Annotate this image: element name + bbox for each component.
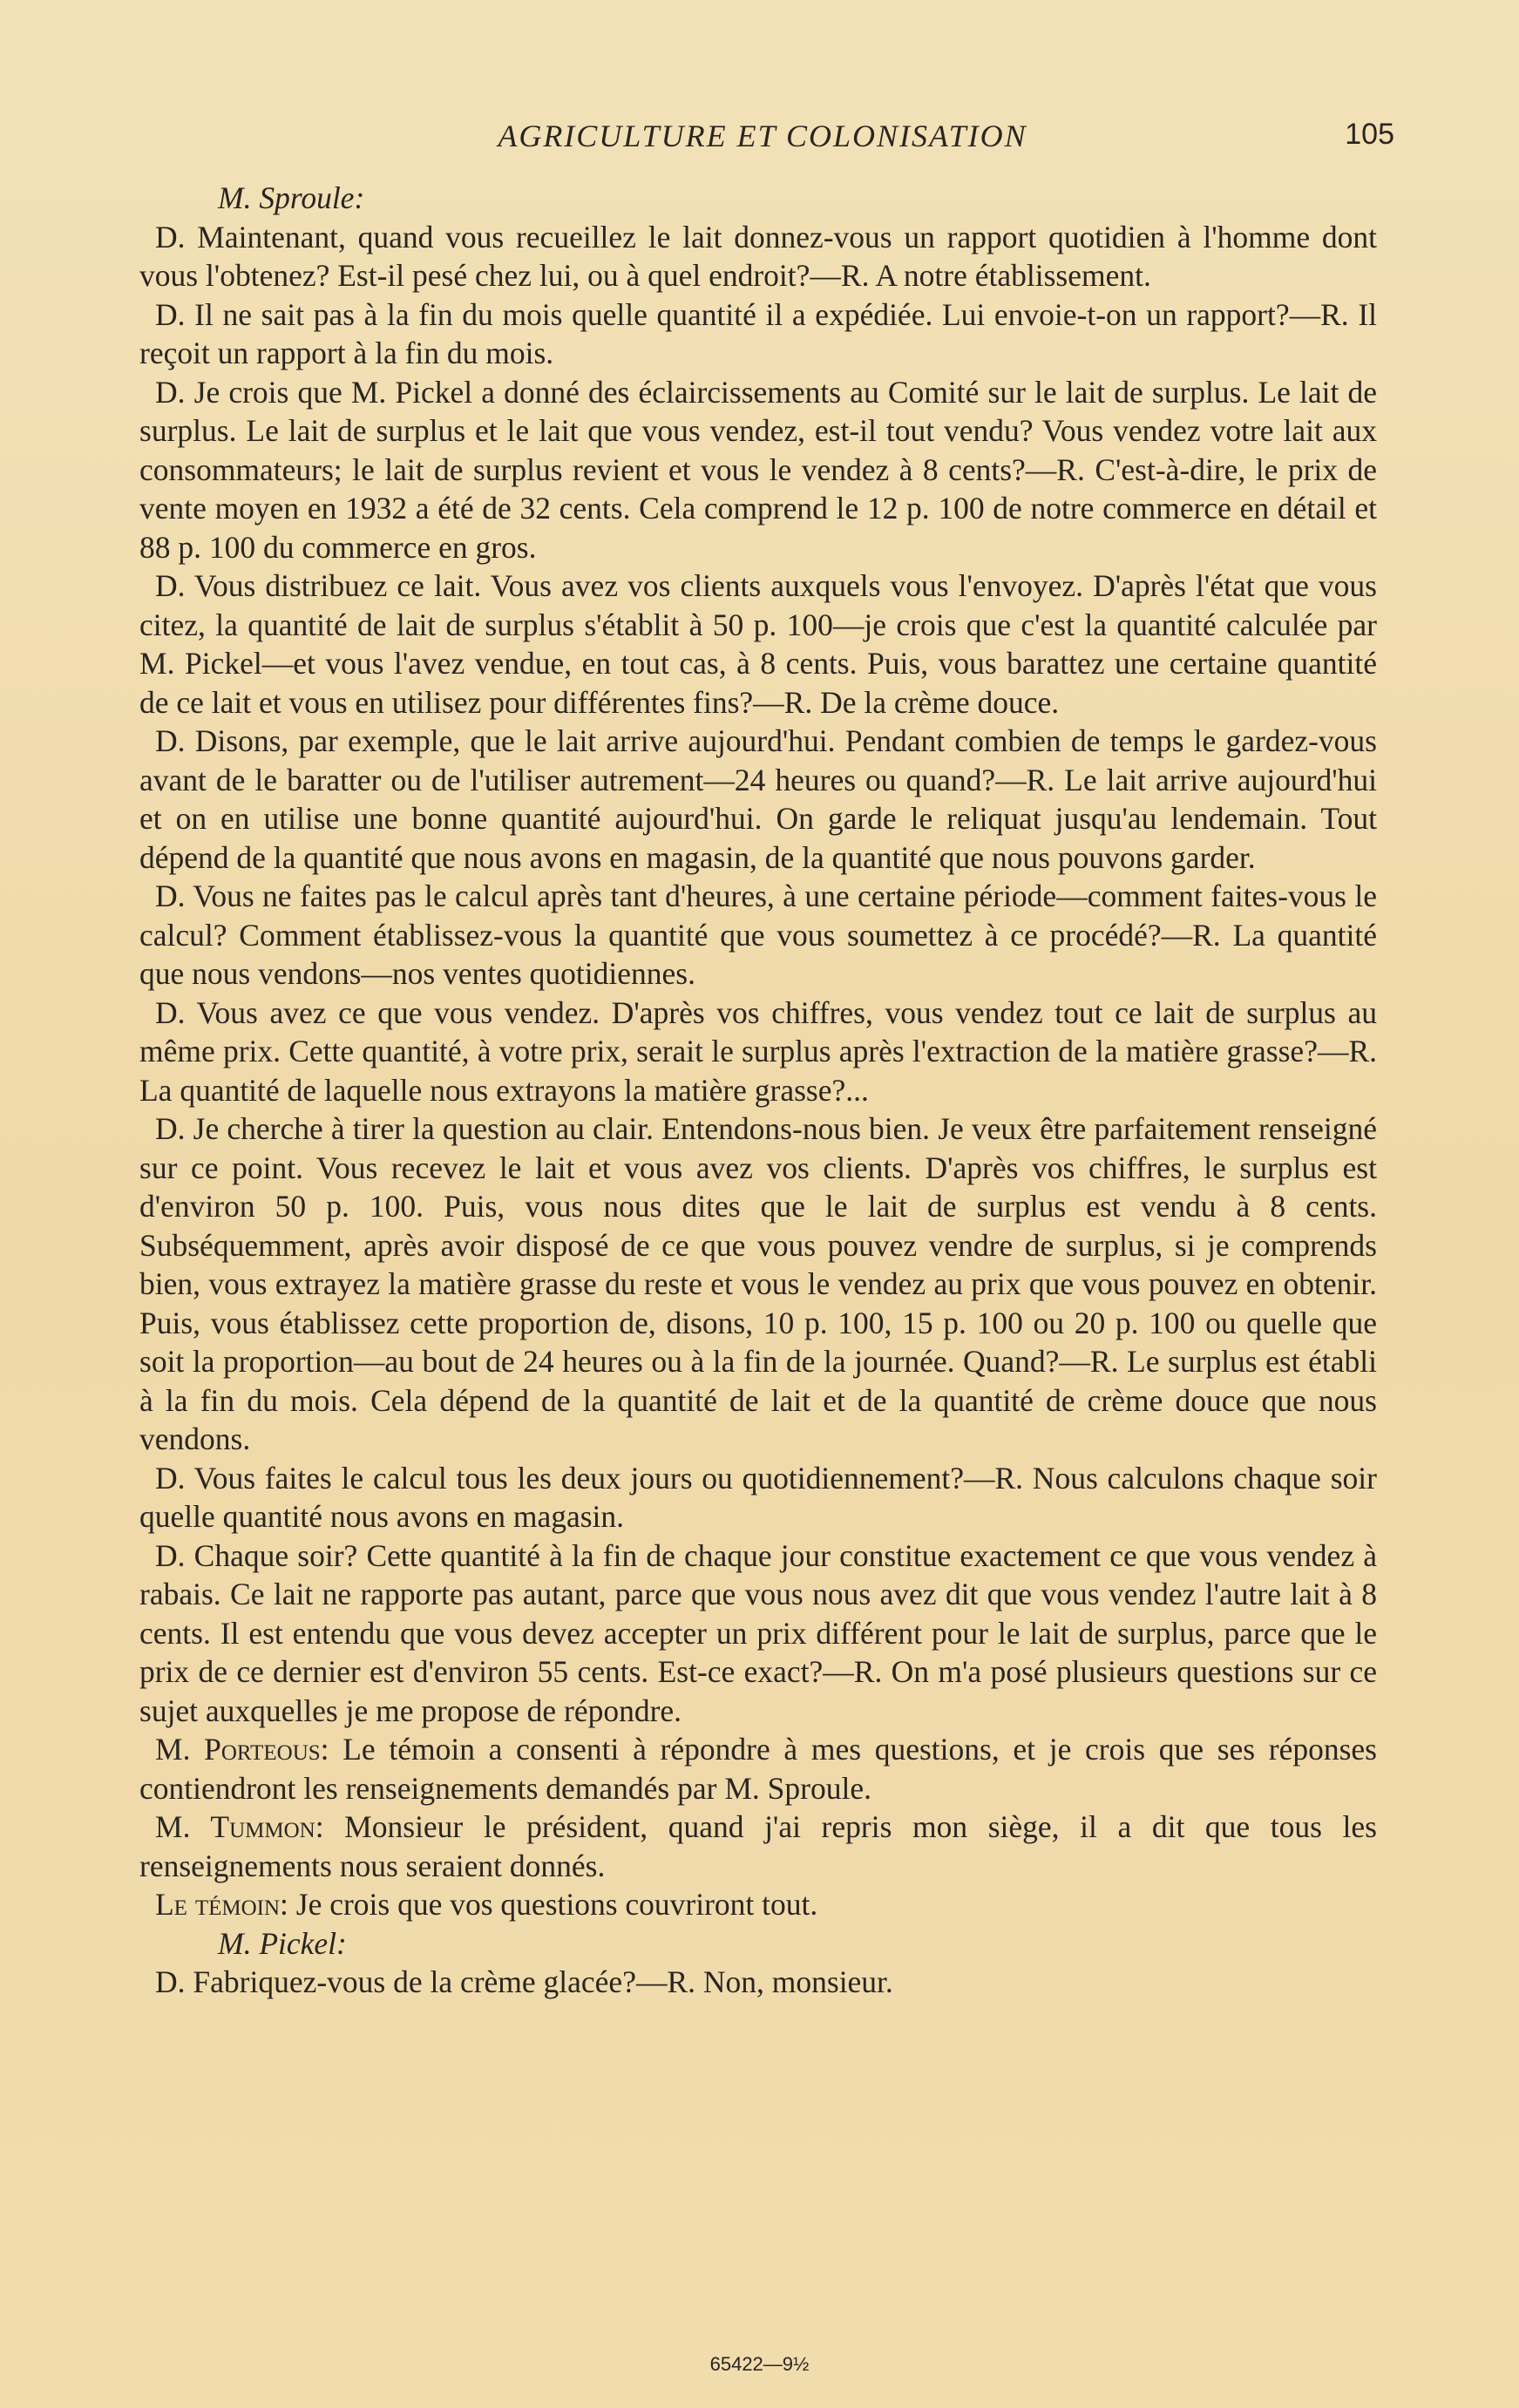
document-body (139, 179, 1377, 2002)
statement-text: Le témoin a consenti à répondre à mes questions, et je crois que ses réponses contiendront les renseignements demandés par M. Sproule. (139, 1732, 1377, 1806)
question-answer-paragraph: D. Vous avez ce que vous vendez. D'après vos chiffres, vous vendez tout ce lait de surplus au même prix. Cette quantité, à votre prix, serait le surplus après l'extraction de la matière grasse?—R. La quantité de laquelle nous extrayons la matière grasse?... (139, 994, 1377, 1108)
signature-mark: 65422—9½ (709, 2353, 810, 2375)
question-answer-paragraph: D. Fabriquez-vous de la crème glacée?—R. Non, monsieur. (155, 1964, 893, 1999)
statement-speaker: Le témoin: (155, 1887, 288, 1922)
question-answer-paragraph: D. Vous distribuez ce lait. Vous avez vos clients auxquels vous l'envoyez. D'après l'état que vous citez, la quantité de lait de surplus s'établit à 50 p. 100—je crois que c'est la quantité calculée par M. Pickel—et vous l'avez vendue, en tout cas, à 8 cents. Puis, vous barattez une certaine quantité de ce lait et vous en utilisez pour différentes fins?—R. De la crème douce. (139, 568, 1377, 720)
question-answer-paragraph: D. Vous ne faites pas le calcul après tant d'heures, à une certaine période—comment faites-vous le calcul? Comment établissez-vous la quantité que vous soumettez à ce procédé?—R. La quantité que nous vendons—nos ventes quotidiennes. (139, 878, 1377, 991)
statement-text: Je crois que vos questions couvriront tout. (288, 1887, 818, 1922)
speaker-heading: M. Pickel: (218, 1925, 347, 1961)
statement-paragraph (139, 1808, 1377, 1885)
question-answer-paragraph: D. Je crois que M. Pickel a donné des éclaircissements au Comité sur le lait de surplus. Le lait de surplus. Le lait de surplus et le lait que vous vendez, est-il tout vendu? Vous vendez votre lait aux consommateurs; le lait de surplus revient et vous le vendez à 8 cents?—R. C'est-à-dire, le prix de vente moyen en 1932 a été de 32 cents. Cela comprend le 12 p. 100 de notre commerce en détail et 88 p. 100 du commerce en gros. (139, 374, 1377, 565)
page-header (131, 118, 1394, 161)
question-answer-paragraph: D. Maintenant, quand vous recueillez le lait donnez-vous un rapport quotidien à l'homme dont vous l'obtenez? Est-il pesé chez lui, ou à quel endroit?—R. A notre établissement. (139, 219, 1377, 293)
question-answer-paragraph: D. Je cherche à tirer la question au clair. Entendons-nous bien. Je veux être parfaitement renseigné sur ce point. Vous recevez le lait et vous avez vos clients. D'après vos chiffres, le surplus est d'environ 50 p. 100. Puis, vous nous dites que le lait de surplus est vendu à 8 cents. Subséquemment, après avoir disposé de ce que vous pouvez vendre de surplus, si je comprends bien, vous extrayez la matière grasse du reste et vous le vendez au prix que vous pouvez en obtenir. Puis, vous établissez cette proportion de, disons, 10 p. 100, 15 p. 100 ou 20 p. 100 ou quelle que soit la proportion—au bout de 24 heures ou à la fin de la journée. Quand?—R. Le surplus est établi à la fin du mois. Cela dépend de la quantité de lait et de la quantité de crème douce que nous vendons. (139, 1111, 1377, 1456)
question-answer-paragraph: D. Chaque soir? Cette quantité à la fin de chaque jour constitue exactement ce que vous vendez à rabais. Ce lait ne rapporte pas autant, parce que vous nous avez dit que vous vendez l'autre lait à 8 cents. Il est entendu que vous devez accepter un prix différent pour le lait de surplus, parce que le prix de ce dernier est d'environ 55 cents. Est-ce exact?—R. On m'a posé plusieurs questions sur ce sujet auxquelles je me propose de répondre. (139, 1537, 1377, 1728)
question-answer-paragraph: D. Vous faites le calcul tous les deux jours ou quotidiennement?—R. Nous calculons chaque soir quelle quantité nous avons en magasin. (139, 1460, 1377, 1534)
question-answer-paragraph: D. Disons, par exemple, que le lait arrive aujourd'hui. Pendant combien de temps le gardez-vous avant de le baratter ou de l'utiliser autrement—24 heures ou quand?—R. Le lait arrive aujourd'hui et on en utilise une bonne quantité aujourd'hui. On garde le reliquat jusqu'au lendemain. Tout dépend de la quantité que nous avons en magasin, de la quantité que nous pouvons garder. (139, 723, 1377, 875)
statement-paragraph (139, 1885, 1377, 1924)
question-answer-paragraph: D. Il ne sait pas à la fin du mois quelle quantité il a expédiée. Lui envoie-t-on un rapport?—R. Il reçoit un rapport à la fin du mois. (139, 296, 1377, 370)
speaker-heading: M. Sproule: (218, 180, 365, 215)
statement-paragraph (139, 1730, 1377, 1808)
statement-speaker: M. Porteous: (155, 1732, 329, 1767)
running-title: AGRICULTURE ET COLONISATION (498, 119, 1027, 153)
statement-text: Monsieur le président, quand j'ai repris mon siège, il a dit que tous les renseignements nous seraient donnés. (139, 1809, 1377, 1883)
page-number: 105 (1345, 118, 1394, 151)
statement-speaker: M. Tummon: (155, 1809, 324, 1844)
